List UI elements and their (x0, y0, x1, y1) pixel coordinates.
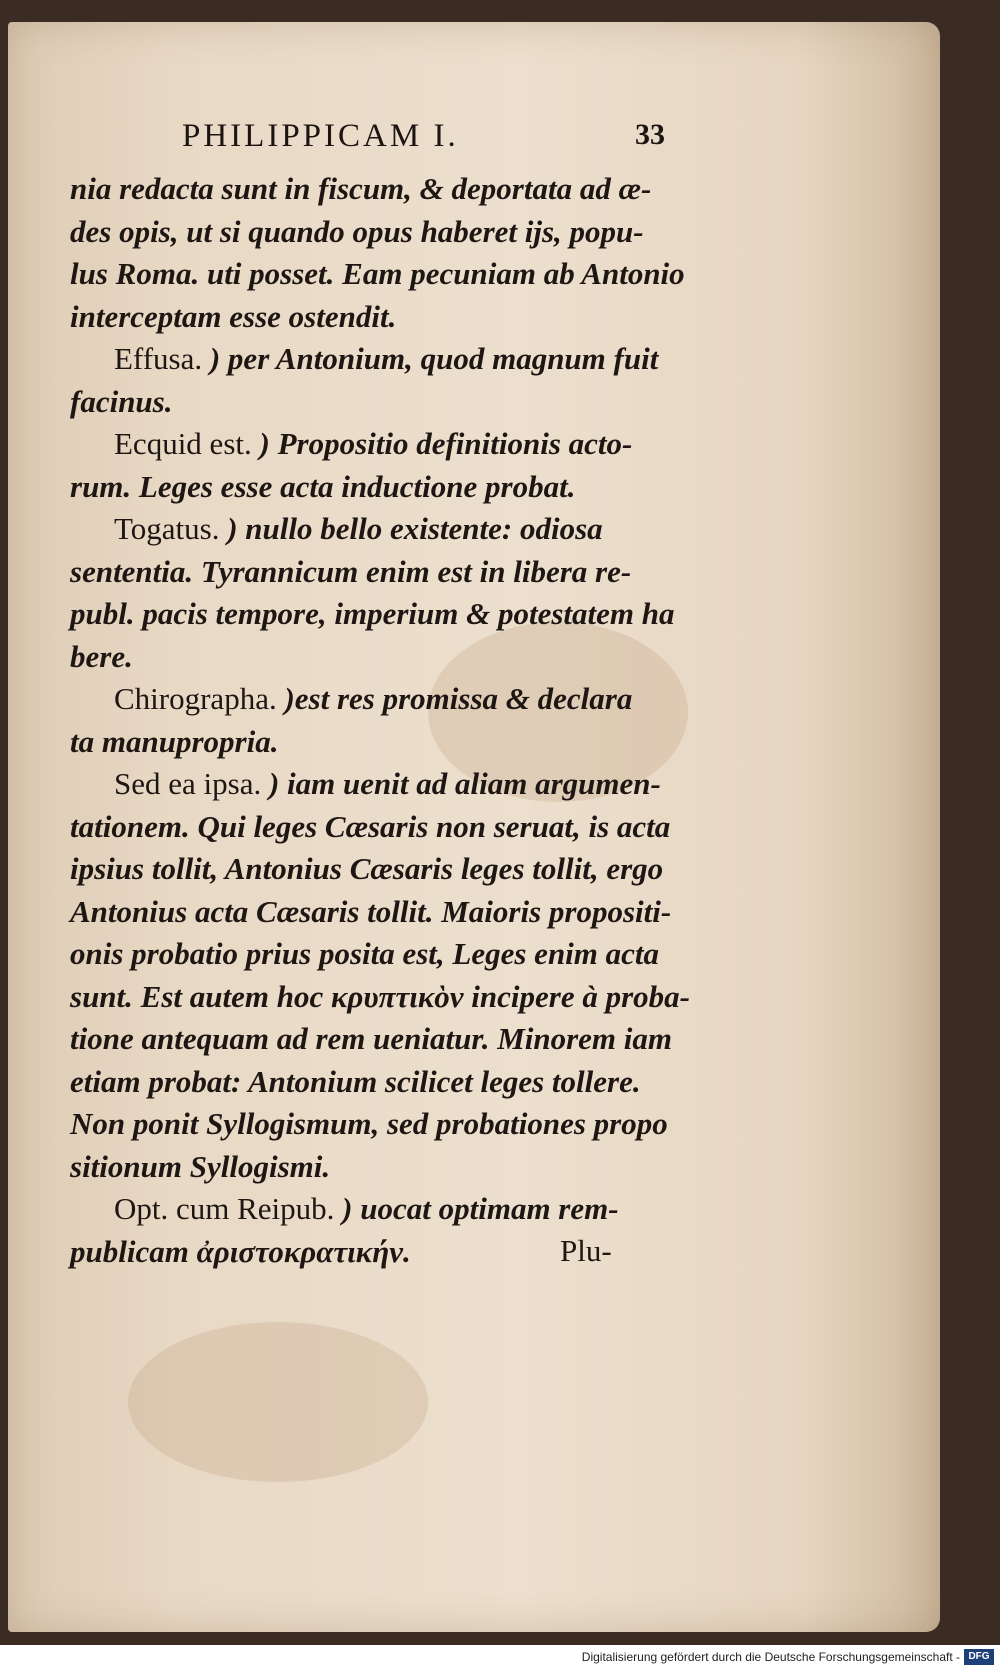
line-text: nia redacta sunt in fiscum, & deportata ad æ- (70, 171, 652, 206)
text-line (70, 551, 710, 594)
line-text: interceptam esse ostendit. (70, 298, 397, 334)
line-text: Non ponit Syllogismum, sed probationes propo (70, 1106, 668, 1141)
line-text: )est res promissa & declara (276, 681, 633, 716)
text-line (70, 168, 710, 211)
running-title: PHILIPPICAM I. (182, 118, 459, 154)
catchword: Plu- (560, 1233, 612, 1268)
text-line (70, 381, 710, 424)
folio-number: 33 (635, 118, 665, 151)
text-line (70, 1146, 710, 1189)
lemma: Effusa. (114, 341, 203, 376)
text-line (70, 891, 710, 934)
lemma: Togatus. (114, 511, 220, 546)
text-line (70, 763, 710, 806)
line-text: facinus. (70, 383, 173, 419)
dfg-logo: DFG (964, 1649, 994, 1665)
text-line (70, 933, 710, 976)
text-line (70, 806, 710, 849)
line-text: onis probatio prius posita est, Leges enim acta (70, 936, 660, 971)
line-text: publicam ἀριστοκρατικήν. (70, 1233, 411, 1269)
text-line (70, 636, 710, 679)
line-text: sententia. Tyrannicum enim est in libera re- (70, 553, 632, 589)
text-line (70, 338, 710, 381)
commentary-text (70, 168, 710, 1273)
line-text: ) iam uenit ad aliam argumen- (261, 766, 661, 801)
line-text: rum. Leges esse acta inductione probat. (70, 468, 576, 504)
text-line (70, 593, 710, 636)
text-line (70, 1231, 710, 1274)
lemma: Sed ea ipsa. (114, 766, 262, 801)
lemma: Opt. cum Reipub. (114, 1191, 335, 1226)
text-line (70, 296, 710, 339)
line-text: sunt. Est autem hoc κρυπτικὸν incipere à proba- (70, 978, 690, 1014)
lemma: Ecquid est. (114, 426, 252, 461)
text-line (70, 211, 710, 254)
line-text: ipsius tollit, Antonius Cæsaris leges tollit, ergo (70, 851, 664, 886)
lemma: Chirographa. (114, 681, 277, 716)
text-line (70, 848, 710, 891)
line-text: sitionum Syllogismi. (70, 1148, 331, 1184)
line-text: Antonius acta Cæsaris tollit. Maioris propositi- (70, 893, 672, 929)
page-header (170, 118, 690, 168)
line-text: publ. pacis tempore, imperium & potestatem ha (70, 596, 675, 631)
text-line (70, 466, 710, 509)
line-text: ) nullo bello existente: odiosa (219, 511, 603, 546)
line-text: ) per Antonium, quod magnum fuit (202, 341, 659, 376)
line-text: lus Roma. uti posset. Eam pecuniam ab Antonio (70, 256, 685, 291)
funding-credit: Digitalisierung gefördert durch die Deutsche Forschungsgemeinschaft - (581, 1650, 960, 1664)
text-line (70, 423, 710, 466)
text-line (70, 1018, 710, 1061)
text-line (70, 976, 710, 1019)
line-text: bere. (70, 638, 133, 674)
text-line (70, 508, 710, 551)
page-stain (128, 1322, 428, 1482)
footer-bar (0, 1645, 1000, 1671)
text-line (70, 253, 710, 296)
text-line (70, 1188, 710, 1231)
line-text: ) uocat optimam rem- (334, 1191, 619, 1226)
text-line (70, 721, 710, 764)
line-text: tationem. Qui leges Cæsaris non seruat, is acta (70, 808, 671, 844)
line-text: tione antequam ad rem ueniatur. Minorem iam (70, 1021, 673, 1056)
line-text: ta manupropria. (70, 723, 279, 759)
line-text: des opis, ut si quando opus haberet ijs, popu- (70, 213, 644, 249)
text-line (70, 1103, 710, 1146)
line-text: etiam probat: Antonium scilicet leges tollere. (70, 1063, 641, 1099)
line-text: ) Propositio definitionis acto- (251, 426, 633, 461)
text-line (70, 678, 710, 721)
text-line (70, 1061, 710, 1104)
